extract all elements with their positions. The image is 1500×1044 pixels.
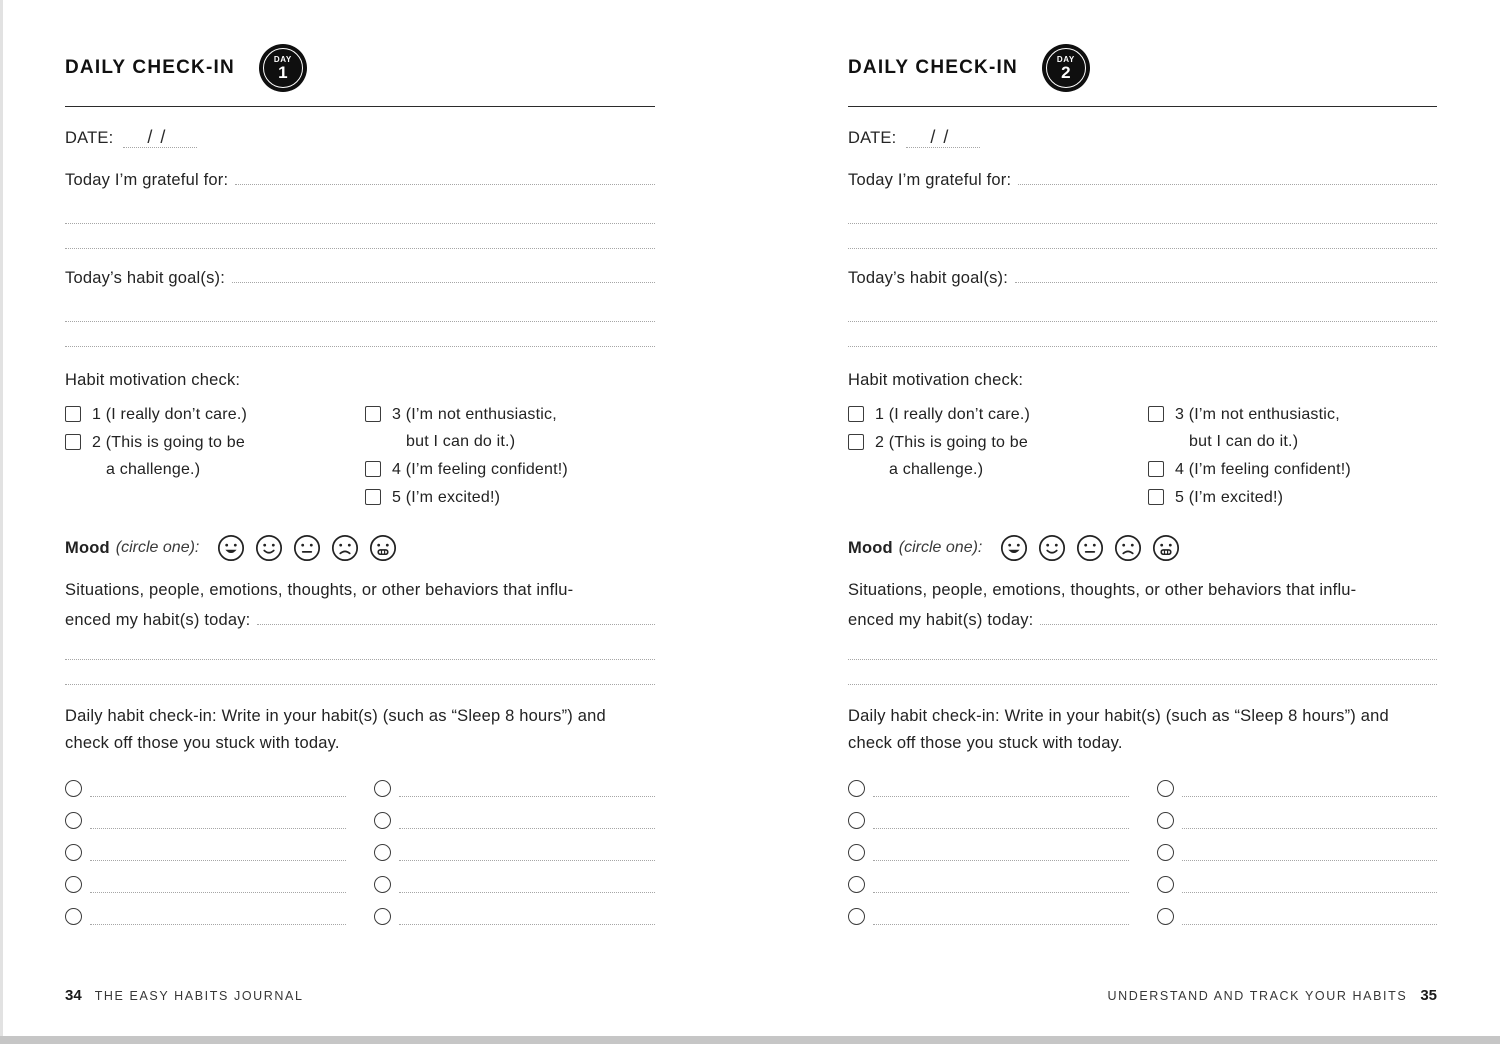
- habit-write-line[interactable]: [873, 881, 1129, 893]
- situations-write-line[interactable]: [1040, 609, 1437, 625]
- distressed-face-icon[interactable]: [369, 534, 397, 562]
- date-label: DATE:: [65, 129, 114, 147]
- motivation-label: Habit motivation check:: [65, 371, 241, 389]
- habit-write-line[interactable]: [90, 849, 346, 861]
- frown-face-icon[interactable]: [331, 534, 359, 562]
- motivation-option-3: [365, 404, 655, 426]
- motivation-option-label: 3 (I’m not enthusiastic,: [392, 406, 557, 423]
- motivation-option-label-cont: a challenge.): [106, 461, 201, 478]
- grateful-write-line[interactable]: [65, 248, 655, 249]
- motivation-option-2: [848, 432, 1148, 454]
- mood-sublabel: (circle one):: [898, 539, 983, 556]
- goals-write-line[interactable]: [848, 321, 1437, 322]
- habit-write-line[interactable]: [1182, 913, 1438, 925]
- situations-write-line[interactable]: [848, 684, 1437, 685]
- motivation-checkbox-4[interactable]: [365, 461, 381, 477]
- journal-page-day2: [750, 0, 1500, 1044]
- goals-write-line[interactable]: [232, 267, 655, 283]
- situations-text-line2: [848, 605, 1437, 635]
- situations-block: [848, 575, 1437, 635]
- goals-row: [65, 267, 655, 291]
- goals-row: [848, 267, 1437, 291]
- grateful-label: Today I’m grateful for:: [65, 171, 229, 189]
- motivation-option-label: 4 (I’m feeling confident!): [1175, 461, 1351, 478]
- motivation-checkbox-1[interactable]: [848, 406, 864, 422]
- habit-check-circle[interactable]: [848, 908, 865, 925]
- date-fill-line[interactable]: //: [123, 127, 197, 148]
- motivation-checkbox-3[interactable]: [365, 406, 381, 422]
- habit-check-circle[interactable]: [848, 780, 865, 797]
- motivation-option-5: [365, 487, 655, 509]
- scan-left-edge: [0, 0, 3, 1044]
- date-fill-line[interactable]: //: [906, 127, 980, 148]
- habit-slot: [65, 907, 346, 925]
- habit-write-line[interactable]: [399, 849, 655, 861]
- motivation-option-label: 2 (This is going to be: [92, 434, 245, 451]
- habit-check-circle[interactable]: [65, 876, 82, 893]
- motivation-option-label-cont: but I can do it.): [406, 433, 516, 450]
- habit-slot: [374, 779, 655, 797]
- goals-label: Today’s habit goal(s):: [848, 269, 1009, 287]
- scan-bottom-edge: [0, 1036, 1500, 1044]
- motivation-option-label: 1 (I really don’t care.): [92, 406, 248, 423]
- day-badge-number: 1: [278, 63, 288, 82]
- habit-write-line[interactable]: [90, 913, 346, 925]
- habit-write-line[interactable]: [399, 817, 655, 829]
- day-badge: [259, 44, 307, 92]
- habit-slot: [65, 843, 346, 861]
- page-number: 34: [65, 987, 82, 1004]
- motivation-option-label-cont: a challenge.): [889, 461, 984, 478]
- day-badge: [1042, 44, 1090, 92]
- habit-check-circle[interactable]: [374, 876, 391, 893]
- daily-checkin-instructions: [65, 703, 655, 757]
- habit-check-circle[interactable]: [1157, 844, 1174, 861]
- situations-write-line[interactable]: [257, 609, 655, 625]
- habit-slot: [848, 907, 1129, 925]
- habit-write-line[interactable]: [1182, 817, 1438, 829]
- habit-check-circle[interactable]: [374, 812, 391, 829]
- smile-face-icon[interactable]: [1038, 534, 1066, 562]
- mood-face-icons: [1000, 534, 1180, 562]
- habit-check-circle[interactable]: [374, 844, 391, 861]
- motivation-column-left: [65, 404, 365, 515]
- page-title: DAILY CHECK-IN: [65, 57, 235, 78]
- habit-slot: [65, 779, 346, 797]
- grin-face-icon[interactable]: [217, 534, 245, 562]
- motivation-option-label: 3 (I’m not enthusiastic,: [1175, 406, 1340, 423]
- habit-write-line[interactable]: [399, 913, 655, 925]
- motivation-column-right: [1148, 404, 1437, 515]
- mood-label: Mood: [848, 538, 893, 557]
- grateful-write-line[interactable]: [1018, 169, 1437, 185]
- habit-check-circle[interactable]: [848, 844, 865, 861]
- habit-write-line[interactable]: [399, 785, 655, 797]
- situations-label: enced my habit(s) today:: [848, 611, 1034, 629]
- motivation-option-5: [1148, 487, 1437, 509]
- footer-running-title: UNDERSTAND AND TRACK YOUR HABITS: [1107, 989, 1408, 1003]
- motivation-option-label: 1 (I really don’t care.): [875, 406, 1031, 423]
- grateful-write-line[interactable]: [848, 248, 1437, 249]
- motivation-option-label: 5 (I’m excited!): [1175, 489, 1284, 506]
- motivation-option-label: 2 (This is going to be: [875, 434, 1028, 451]
- page-header: [65, 44, 655, 92]
- goals-label: Today’s habit goal(s):: [65, 269, 226, 287]
- motivation-column-left: [848, 404, 1148, 515]
- smile-face-icon[interactable]: [255, 534, 283, 562]
- motivation-checkbox-1[interactable]: [65, 406, 81, 422]
- header-divider: [65, 106, 655, 107]
- habit-check-circle[interactable]: [1157, 908, 1174, 925]
- motivation-option-label-cont: but I can do it.): [1189, 433, 1299, 450]
- day-badge-number: 2: [1061, 63, 1071, 82]
- date-label: DATE:: [848, 129, 897, 147]
- habit-slot: [374, 843, 655, 861]
- habit-checkin-grid: [848, 779, 1437, 925]
- habit-slot: [848, 843, 1129, 861]
- motivation-checkbox-2[interactable]: [65, 434, 81, 450]
- habit-slot: [374, 811, 655, 829]
- habit-checkin-grid: [65, 779, 655, 925]
- motivation-option-4: [1148, 459, 1437, 481]
- daily-instructions-line2: check off those you stuck with today.: [65, 734, 340, 752]
- mood-row: [65, 533, 655, 563]
- day-badge-word: DAY: [1056, 55, 1075, 64]
- motivation-checkbox-3[interactable]: [1148, 406, 1164, 422]
- habit-check-circle[interactable]: [65, 844, 82, 861]
- page-title: DAILY CHECK-IN: [848, 57, 1018, 78]
- grateful-write-line[interactable]: [235, 169, 655, 185]
- habit-check-circle[interactable]: [1157, 812, 1174, 829]
- habit-slot: [1157, 811, 1438, 829]
- habit-slot: [848, 779, 1129, 797]
- header-divider: [848, 106, 1437, 107]
- habit-slot: [848, 811, 1129, 829]
- habit-slot: [374, 907, 655, 925]
- habit-slot: [65, 875, 346, 893]
- situations-label: enced my habit(s) today:: [65, 611, 251, 629]
- habit-check-circle[interactable]: [374, 780, 391, 797]
- habit-check-circle[interactable]: [374, 908, 391, 925]
- situations-write-line[interactable]: [65, 659, 655, 660]
- habit-slot: [1157, 907, 1438, 925]
- footer-running-title: THE EASY HABITS JOURNAL: [94, 989, 304, 1003]
- motivation-options: [848, 404, 1437, 515]
- mood-sublabel: (circle one):: [115, 539, 200, 556]
- motivation-checkbox-5[interactable]: [1148, 489, 1164, 505]
- habit-write-line[interactable]: [873, 817, 1129, 829]
- daily-checkin-instructions: [848, 703, 1437, 757]
- date-row: [848, 127, 1437, 153]
- motivation-option-4: [365, 459, 655, 481]
- daily-instructions-line1: Daily habit check-in: Write in your habit(s) (such as “Sleep 8 hours”) and: [65, 707, 606, 725]
- neutral-face-icon[interactable]: [293, 534, 321, 562]
- goals-write-line[interactable]: [848, 346, 1437, 347]
- situations-text-line1: Situations, people, emotions, thoughts, or other behaviors that influ-: [848, 581, 1357, 599]
- habit-check-circle[interactable]: [65, 780, 82, 797]
- grateful-row: [65, 169, 655, 193]
- motivation-checkbox-4[interactable]: [1148, 461, 1164, 477]
- day-badge-ring: [1046, 48, 1086, 88]
- habit-write-line[interactable]: [90, 785, 346, 797]
- habit-write-line[interactable]: [873, 913, 1129, 925]
- motivation-option-2: [65, 432, 365, 454]
- page-number: 35: [1420, 987, 1437, 1004]
- motivation-label: Habit motivation check:: [848, 371, 1024, 389]
- page-header: [848, 44, 1437, 92]
- habit-write-line[interactable]: [90, 817, 346, 829]
- motivation-option-label: 5 (I’m excited!): [392, 489, 501, 506]
- mood-row: [848, 533, 1437, 563]
- habit-check-circle[interactable]: [65, 812, 82, 829]
- date-row: [65, 127, 655, 153]
- habit-slot: [1157, 779, 1438, 797]
- habit-write-line[interactable]: [1182, 849, 1438, 861]
- situations-block: [65, 575, 655, 635]
- grateful-label: Today I’m grateful for:: [848, 171, 1012, 189]
- page-footer: [65, 987, 304, 1004]
- habit-slot: [1157, 875, 1438, 893]
- habit-slot: [65, 811, 346, 829]
- motivation-checkbox-5[interactable]: [365, 489, 381, 505]
- habit-write-line[interactable]: [873, 785, 1129, 797]
- daily-instructions-line2: check off those you stuck with today.: [848, 734, 1123, 752]
- motivation-options: [65, 404, 655, 515]
- motivation-option-3: [1148, 404, 1437, 426]
- habit-check-circle[interactable]: [848, 812, 865, 829]
- motivation-option-label: 4 (I’m feeling confident!): [392, 461, 568, 478]
- habit-write-line[interactable]: [873, 849, 1129, 861]
- day-badge-ring: [263, 48, 303, 88]
- habit-check-circle[interactable]: [1157, 876, 1174, 893]
- grin-face-icon[interactable]: [1000, 534, 1028, 562]
- mood-label: Mood: [65, 538, 110, 557]
- distressed-face-icon[interactable]: [1152, 534, 1180, 562]
- day-badge-word: DAY: [273, 55, 292, 64]
- habit-slot: [1157, 843, 1438, 861]
- situations-text-line2: [65, 605, 655, 635]
- motivation-column-right: [365, 404, 655, 515]
- grateful-write-line[interactable]: [848, 223, 1437, 224]
- goals-write-line[interactable]: [1015, 267, 1437, 283]
- grateful-row: [848, 169, 1437, 193]
- habit-check-circle[interactable]: [65, 908, 82, 925]
- motivation-option-1: [65, 404, 365, 426]
- situations-write-line[interactable]: [848, 659, 1437, 660]
- frown-face-icon[interactable]: [1114, 534, 1142, 562]
- habit-write-line[interactable]: [1182, 881, 1438, 893]
- goals-write-line[interactable]: [65, 321, 655, 322]
- habit-check-circle[interactable]: [1157, 780, 1174, 797]
- habit-check-circle[interactable]: [848, 876, 865, 893]
- motivation-checkbox-2[interactable]: [848, 434, 864, 450]
- habit-slot: [848, 875, 1129, 893]
- grateful-write-line[interactable]: [65, 223, 655, 224]
- habit-write-line[interactable]: [1182, 785, 1438, 797]
- habit-slot: [374, 875, 655, 893]
- daily-instructions-line1: Daily habit check-in: Write in your habit(s) (such as “Sleep 8 hours”) and: [848, 707, 1389, 725]
- motivation-option-1: [848, 404, 1148, 426]
- mood-face-icons: [217, 534, 397, 562]
- habit-write-line[interactable]: [90, 881, 346, 893]
- habit-write-line[interactable]: [399, 881, 655, 893]
- neutral-face-icon[interactable]: [1076, 534, 1104, 562]
- goals-write-line[interactable]: [65, 346, 655, 347]
- situations-text-line1: Situations, people, emotions, thoughts, or other behaviors that influ-: [65, 581, 574, 599]
- page-footer: [1107, 987, 1437, 1004]
- situations-write-line[interactable]: [65, 684, 655, 685]
